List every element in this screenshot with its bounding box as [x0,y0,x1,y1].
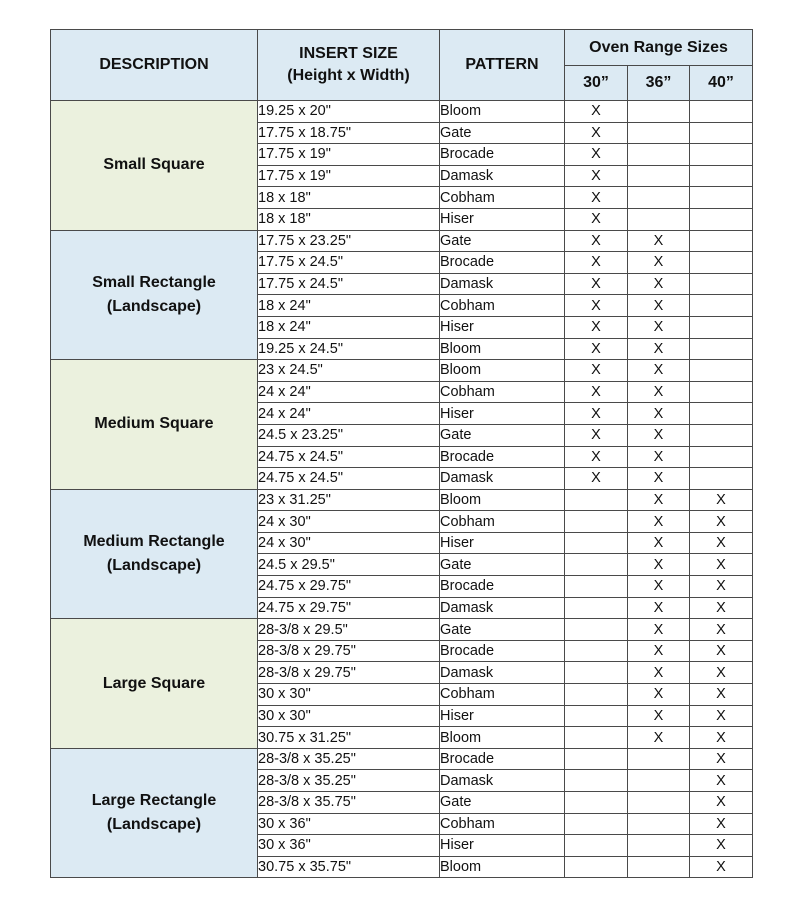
size-40-mark: X [690,813,753,835]
description-header: DESCRIPTION [51,30,258,101]
table-body [51,101,753,878]
size-40-mark: X [690,554,753,576]
size-36-mark [628,101,690,123]
pattern-cell: Bloom [440,727,565,749]
size-30-mark [565,532,628,554]
pattern-cell: Brocade [440,748,565,770]
size-36-mark: X [628,727,690,749]
size-40-mark: X [690,640,753,662]
oven-range-sizes-header: Oven Range Sizes [565,30,753,66]
pattern-cell: Bloom [440,360,565,382]
size-36-mark: X [628,360,690,382]
group-description-line: Large Square [102,674,206,692]
pattern-cell: Gate [440,619,565,641]
size-40-mark [690,316,753,338]
size-36-mark [628,122,690,144]
group-description-line: Medium Square [94,415,214,433]
size-30-mark: X [565,230,628,252]
insert-size-cell: 30 x 36" [258,813,440,835]
pattern-cell: Damask [440,165,565,187]
size-30-mark [565,619,628,641]
size-40-mark [690,295,753,317]
size-40-mark: X [690,770,753,792]
size-36-mark [628,165,690,187]
size-30-mark: X [565,446,628,468]
insert-size-cell: 28-3/8 x 35.25" [258,770,440,792]
pattern-cell: Hiser [440,532,565,554]
size-30-mark: X [565,468,628,490]
size-30-mark: X [565,295,628,317]
size-36-mark: X [628,295,690,317]
insert-size-cell: 30.75 x 35.75" [258,856,440,878]
pattern-cell: Bloom [440,856,565,878]
size-30-mark [565,554,628,576]
pattern-header: PATTERN [440,30,565,101]
pattern-cell: Gate [440,122,565,144]
size-36-mark [628,748,690,770]
insert-size-cell: 23 x 31.25" [258,489,440,511]
size-36-mark: X [628,662,690,684]
size-36-mark: X [628,316,690,338]
group-description-line: (Landscape) [106,816,202,834]
group-description [51,101,258,231]
insert-size-cell: 23 x 24.5" [258,360,440,382]
pattern-cell: Hiser [440,705,565,727]
size-40-mark [690,273,753,295]
pattern-cell: Cobham [440,511,565,533]
insert-size-cell: 18 x 18" [258,187,440,209]
size-40-mark: X [690,532,753,554]
size-40-mark: X [690,748,753,770]
group-description [51,748,258,878]
pattern-cell: Cobham [440,813,565,835]
pattern-cell: Brocade [440,640,565,662]
size-40-header: 40” [690,66,753,101]
pattern-cell: Damask [440,770,565,792]
size-30-mark [565,727,628,749]
insert-size-cell: 24.75 x 29.75" [258,597,440,619]
size-40-mark [690,187,753,209]
size-30-mark: X [565,424,628,446]
insert-size-cell: 30.75 x 31.25" [258,727,440,749]
pattern-cell: Damask [440,468,565,490]
pattern-cell: Damask [440,597,565,619]
size-30-mark [565,597,628,619]
table-row [51,230,753,252]
size-30-mark [565,792,628,814]
pattern-cell: Gate [440,792,565,814]
pattern-cell: Hiser [440,316,565,338]
size-36-mark: X [628,619,690,641]
group-description-line: (Landscape) [106,556,202,574]
size-40-mark: X [690,792,753,814]
size-40-mark: X [690,835,753,857]
size-30-mark [565,511,628,533]
group-description-line: Medium Rectangle [83,532,225,550]
size-30-mark [565,576,628,598]
size-36-mark [628,770,690,792]
size-30-mark: X [565,338,628,360]
size-30-mark [565,662,628,684]
size-36-mark: X [628,403,690,425]
pattern-cell: Bloom [440,101,565,123]
size-30-mark [565,640,628,662]
insert-size-cell: 18 x 24" [258,316,440,338]
size-36-mark: X [628,554,690,576]
size-40-mark [690,338,753,360]
insert-size-cell: 24.75 x 24.5" [258,446,440,468]
size-30-header: 30” [565,66,628,101]
pattern-cell: Brocade [440,576,565,598]
size-40-mark: X [690,597,753,619]
pattern-cell: Damask [440,273,565,295]
size-36-mark [628,835,690,857]
size-36-mark: X [628,640,690,662]
size-30-mark: X [565,316,628,338]
insert-size-cell: 28-3/8 x 29.75" [258,640,440,662]
size-36-mark [628,813,690,835]
size-30-mark [565,489,628,511]
size-40-mark [690,446,753,468]
size-36-mark [628,792,690,814]
size-30-mark: X [565,122,628,144]
pattern-cell: Hiser [440,403,565,425]
insert-size-cell: 19.25 x 24.5" [258,338,440,360]
pattern-cell: Gate [440,424,565,446]
insert-size-cell: 30 x 36" [258,835,440,857]
size-36-mark: X [628,511,690,533]
insert-size-cell: 17.75 x 23.25" [258,230,440,252]
size-30-mark [565,813,628,835]
size-30-mark [565,770,628,792]
size-30-mark [565,835,628,857]
insert-size-cell: 24.5 x 23.25" [258,424,440,446]
size-36-mark: X [628,424,690,446]
insert-size-cell: 24 x 24" [258,403,440,425]
insert-size-cell: 18 x 24" [258,295,440,317]
size-40-mark: X [690,619,753,641]
pattern-cell: Bloom [440,338,565,360]
insert-size-header-title: INSERT SIZE [299,45,398,62]
size-30-mark [565,684,628,706]
insert-size-cell: 24.75 x 24.5" [258,468,440,490]
size-30-mark: X [565,165,628,187]
size-40-mark [690,230,753,252]
insert-size-header [258,30,440,101]
size-40-mark [690,208,753,230]
pattern-cell: Cobham [440,187,565,209]
pattern-cell: Brocade [440,446,565,468]
pattern-cell: Brocade [440,252,565,274]
insert-size-cell: 18 x 18" [258,208,440,230]
insert-size-cell: 28-3/8 x 29.75" [258,662,440,684]
size-40-mark: X [690,705,753,727]
group-description [51,619,258,749]
insert-size-cell: 17.75 x 18.75" [258,122,440,144]
pattern-cell: Hiser [440,835,565,857]
size-40-mark [690,122,753,144]
size-40-mark [690,468,753,490]
insert-size-cell: 24 x 24" [258,381,440,403]
insert-size-cell: 24 x 30" [258,511,440,533]
size-36-header: 36” [628,66,690,101]
group-description-line: Large Rectangle [91,792,217,810]
size-36-mark: X [628,532,690,554]
group-description [51,360,258,490]
size-40-mark: X [690,489,753,511]
insert-size-cell: 19.25 x 20" [258,101,440,123]
insert-size-header-subtitle: (Height x Width) [287,67,410,84]
size-40-mark [690,252,753,274]
size-40-mark: X [690,684,753,706]
size-40-mark: X [690,576,753,598]
size-36-mark [628,144,690,166]
pattern-cell: Cobham [440,381,565,403]
size-40-mark [690,144,753,166]
size-36-mark: X [628,446,690,468]
size-36-mark: X [628,468,690,490]
pattern-cell: Bloom [440,489,565,511]
pattern-cell: Gate [440,230,565,252]
pattern-cell: Cobham [440,295,565,317]
oven-insert-size-table [50,29,753,878]
size-30-mark: X [565,187,628,209]
group-description [51,230,258,360]
size-40-mark: X [690,856,753,878]
table-row [51,101,753,123]
group-description-line: Small Square [103,156,205,174]
insert-size-cell: 24.5 x 29.5" [258,554,440,576]
table-row [51,748,753,770]
group-description-line: (Landscape) [106,297,202,315]
table-row [51,619,753,641]
size-40-mark [690,165,753,187]
insert-size-cell: 17.75 x 19" [258,165,440,187]
size-36-mark [628,856,690,878]
table-row [51,489,753,511]
header-row [51,30,753,66]
insert-size-cell: 17.75 x 19" [258,144,440,166]
size-36-mark: X [628,705,690,727]
size-30-mark [565,856,628,878]
size-40-mark: X [690,662,753,684]
group-description [51,489,258,619]
size-36-mark: X [628,252,690,274]
insert-size-cell: 28-3/8 x 29.5" [258,619,440,641]
size-40-mark [690,360,753,382]
pattern-cell: Cobham [440,684,565,706]
insert-size-cell: 24.75 x 29.75" [258,576,440,598]
size-36-mark: X [628,684,690,706]
size-30-mark [565,748,628,770]
size-40-mark [690,403,753,425]
size-30-mark: X [565,101,628,123]
insert-size-cell: 17.75 x 24.5" [258,273,440,295]
size-36-mark [628,187,690,209]
pattern-cell: Gate [440,554,565,576]
size-36-mark: X [628,230,690,252]
size-36-mark [628,208,690,230]
size-36-mark: X [628,576,690,598]
size-30-mark: X [565,208,628,230]
size-30-mark: X [565,273,628,295]
size-30-mark [565,705,628,727]
size-36-mark: X [628,273,690,295]
size-40-mark [690,424,753,446]
insert-size-cell: 30 x 30" [258,705,440,727]
size-36-mark: X [628,489,690,511]
pattern-cell: Hiser [440,208,565,230]
size-30-mark: X [565,144,628,166]
insert-size-cell: 17.75 x 24.5" [258,252,440,274]
insert-size-cell: 30 x 30" [258,684,440,706]
size-40-mark: X [690,727,753,749]
size-36-mark: X [628,338,690,360]
size-30-mark: X [565,360,628,382]
size-30-mark: X [565,403,628,425]
size-36-mark: X [628,381,690,403]
pattern-cell: Damask [440,662,565,684]
pattern-cell: Brocade [440,144,565,166]
size-40-mark: X [690,511,753,533]
size-40-mark [690,381,753,403]
insert-size-cell: 24 x 30" [258,532,440,554]
size-36-mark: X [628,597,690,619]
size-30-mark: X [565,252,628,274]
group-description-line: Small Rectangle [92,273,216,291]
insert-size-cell: 28-3/8 x 35.25" [258,748,440,770]
table-row [51,360,753,382]
size-30-mark: X [565,381,628,403]
insert-size-cell: 28-3/8 x 35.75" [258,792,440,814]
size-40-mark [690,101,753,123]
